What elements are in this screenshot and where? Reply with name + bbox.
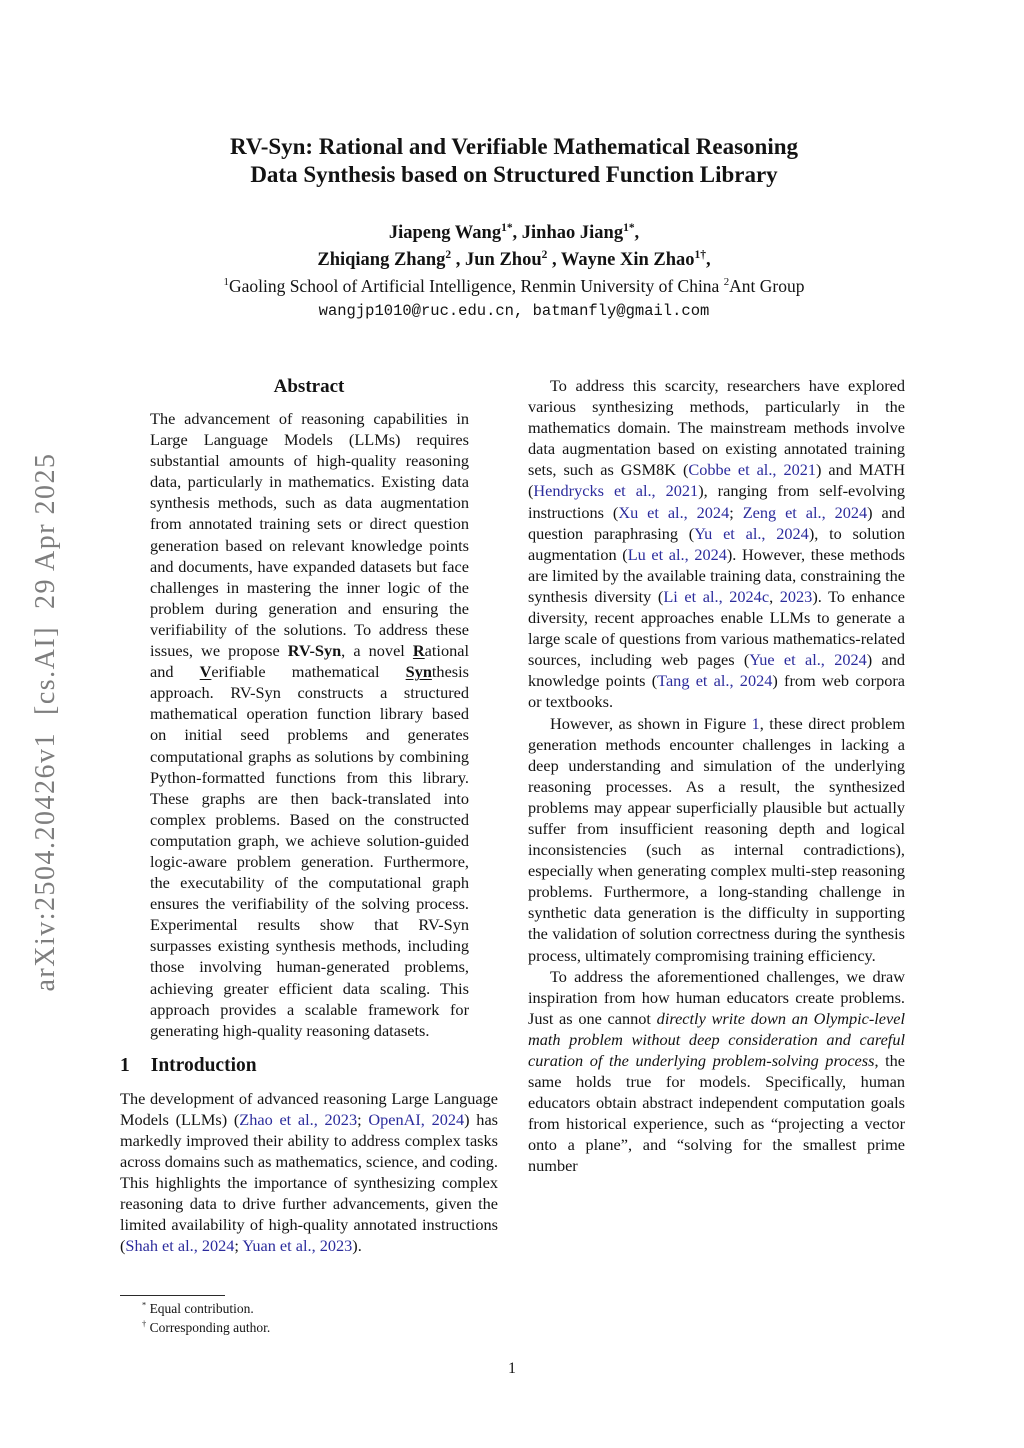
author-emails: wangjp1010@ruc.edu.cn, batmanfly@gmail.com [318, 302, 710, 320]
text-run: V [199, 662, 212, 682]
page-number: 1 [508, 1360, 516, 1377]
text-run: directly write down an Olympic-level math problem without deep consideration and careful curation of the underlying problem-solving process [528, 1008, 905, 1070]
citation-link[interactable]: Cobbe et al., 2021 [688, 460, 817, 480]
text-run: To address this scarcity, researchers have explored various synthesizing methods, particularly in the mathematics domain. The mainstream methods involve data augmentation based on existing annotated training sets, such as GSM8K ( [528, 376, 905, 480]
text-run: ), to solution augmentation ( [528, 523, 905, 564]
text-run: ) and knowledge points ( [528, 650, 905, 691]
section-heading-introduction [120, 1055, 498, 1077]
text-run: , [706, 250, 711, 270]
text-run: ) has markedly improved their ability to address complex tasks across domains such as mathematics, science, and coding. This highlights the importance of synthesizing complex reasoning data to drive further advancements, given the limited availability of high-quality annotated instructions ( [120, 1109, 499, 1256]
text-run: The development of advanced reasoning Large Language Models (LLMs) ( [120, 1088, 498, 1129]
text-run: However, as shown in Figure [550, 713, 752, 733]
text-run: Zhiqiang Zhang [317, 250, 446, 270]
paper-title-line1: RV-Syn: Rational and Verifiable Mathematical Reasoning [229, 134, 799, 159]
text-run: Gaoling School of Artificial Intelligence, Renmin University of China [228, 276, 724, 296]
footnote-block [120, 1295, 498, 1337]
text-run: , Jinhao Jiang [512, 223, 624, 243]
citation-link[interactable]: Yu et al., 2024 [694, 523, 809, 543]
text-run: thesis approach. RV-Syn constructs a structured mathematical operation function library based on initial seed problems and generates computational graphs as solutions by combining Python-formatted functions from this library. These graphs are then back-translated into complex problems. Based on the constructed computation graph, we achieve solution-guided logic-aware problem generation. Furthermore, the executability of the computational graph ensures the verifiability of the solving process. Experimental results show that RV-Syn surpasses existing synthesis methods, including those involving human-generated problems, achieving greater efficient data scaling. This approach provides a scalable framework for generating high-quality reasoning datasets. [150, 662, 469, 1040]
text-run: 1* [501, 221, 513, 234]
text-run: , Wayne Xin Zhao [547, 250, 695, 270]
text-run: ). To enhance diversity, recent approaches enable LLMs to generate a large scale of questions from various mathematics-related sources, including web pages ( [528, 586, 905, 670]
abstract-body [120, 408, 498, 1041]
footnote-rule [120, 1295, 225, 1296]
text-run: ) and question paraphrasing ( [528, 502, 905, 543]
text-run: ) and MATH ( [528, 460, 905, 501]
citation-link[interactable]: Hendrycks et al., 2021 [533, 481, 699, 501]
citation-link[interactable]: Lu et al., 2024 [627, 544, 727, 564]
text-run: 2 [723, 276, 730, 289]
text-run: * [142, 1300, 147, 1310]
affiliation-line [120, 274, 908, 299]
text-run: Syn [405, 662, 432, 682]
text-run: Corresponding author. [146, 1319, 271, 1335]
citation-link[interactable]: Yuan et al., 2023 [242, 1236, 353, 1256]
text-run: ). However, these methods are limited by the available training data, constraining the synthesis diversity ( [528, 544, 905, 606]
text-run: , Jun Zhou [451, 250, 542, 270]
text-run: ; [729, 502, 743, 522]
body-paragraph-inspiration [528, 966, 905, 1177]
citation-link[interactable]: Tang et al., 2024 [657, 671, 773, 691]
text-run: , [769, 586, 780, 606]
paper-title [120, 133, 908, 189]
paper-title-line2: Data Synthesis based on Structured Function Library [250, 162, 778, 187]
text-run: ; [234, 1236, 243, 1256]
text-run: , these direct problem generation methods encounter challenges in lacking a deep understanding and simulation of the underlying reasoning processes. As a result, the synthesized problems may appear superficially plausible but actually suffer from insufficient reasoning depth and logical inconsistencies (such as internal contradictions), especially when generating complex multi-step reasoning problems. Furthermore, a long-standing challenge in synthetic data generation is the difficulty in supporting the validation of solution correctness during the synthesis process, ultimately compromising training efficiency. [528, 713, 905, 965]
citation-link[interactable]: Zeng et al., 2024 [742, 502, 868, 522]
text-run: † [142, 1319, 147, 1328]
citation-link[interactable]: Zhao et al., 2023 [239, 1109, 358, 1129]
citation-link[interactable]: Li et al., 2024c [663, 586, 770, 606]
text-run: , the same holds true for models. Specifically, human educators obtain abstract independent computation goals from historical experience, such as “projecting a vector onto a plane”, and “solving for the smallest prime number [528, 1051, 905, 1176]
citation-link[interactable]: Xu et al., 2024 [618, 502, 730, 522]
text-run: RV-Syn [287, 641, 342, 661]
text-run: 1* [623, 221, 635, 234]
text-run: ), ranging from self-evolving instructions ( [528, 481, 905, 522]
text-run: R [412, 641, 425, 661]
text-run: , [634, 223, 640, 243]
text-run: 2 [541, 248, 548, 261]
text-run: ). [352, 1236, 362, 1256]
two-column-body [120, 375, 908, 1337]
body-paragraph-scarcity [528, 375, 905, 713]
citation-link[interactable]: Shah et al., 2024 [125, 1236, 235, 1256]
paper-content [120, 0, 908, 1337]
text-run: 1† [694, 248, 707, 261]
text-run: erifiable mathematical [211, 662, 406, 682]
arxiv-watermark: arXiv:2504.20426v1 [cs.AI] 29 Apr 2025 [30, 452, 61, 992]
author-line-2 [120, 247, 908, 274]
left-column [120, 375, 498, 1337]
text-run: , a novel [341, 641, 413, 661]
body-paragraph-challenges [528, 713, 905, 966]
footnote-corresponding-author [120, 1319, 498, 1338]
citation-link[interactable]: OpenAI, 2024 [368, 1109, 465, 1129]
citation-link[interactable]: 1 [751, 713, 760, 733]
right-column [528, 375, 905, 1337]
text-run: 1 [223, 276, 229, 289]
text-run: Jiapeng Wang [388, 223, 502, 243]
text-run: To address the aforementioned challenges, we draw inspiration from how human educators create problems. Just as one cannot [528, 966, 905, 1028]
citation-link[interactable]: Yue et al., 2024 [749, 650, 867, 670]
section-title: Introduction [150, 1054, 257, 1076]
text-run: The advancement of reasoning capabilities in Large Language Models (LLMs) requires substantial amounts of high-quality reasoning data, particularly in mathematics. Existing data synthesis methods, such as data augmentation from annotated training sets or direct question generation based on relevant knowledge points and documents, have expanded datasets but face challenges in mastering the inner logic of the problem during generation and ensuring the verifiability of the solutions. To address these issues, we propose [150, 409, 469, 661]
footnote-equal-contribution [120, 1300, 498, 1319]
introduction-paragraph [120, 1088, 498, 1257]
abstract-heading: Abstract [273, 376, 345, 397]
text-run: ) from web corpora or textbooks. [528, 671, 905, 712]
text-run: ; [357, 1109, 369, 1129]
author-line-1 [120, 220, 908, 247]
section-number: 1 [120, 1054, 130, 1076]
text-run: ational and [150, 641, 469, 682]
text-run: Equal contribution. [146, 1301, 254, 1316]
citation-link[interactable]: 2023 [779, 586, 813, 606]
text-run: 2 [445, 248, 452, 261]
text-run: Ant Group [729, 276, 805, 296]
author-block [120, 220, 908, 324]
